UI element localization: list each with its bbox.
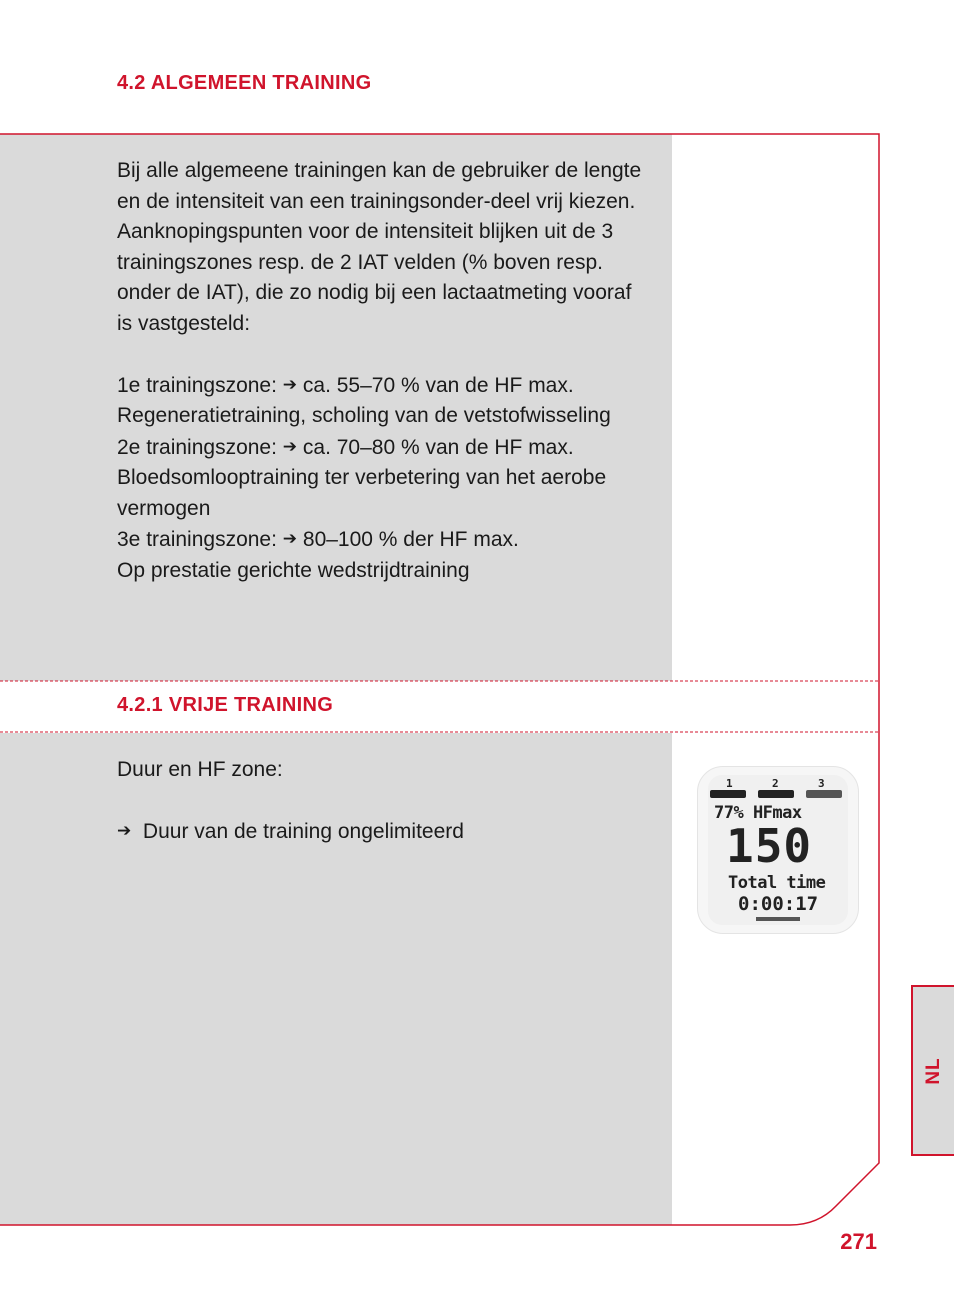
zone-3-label: 3e trainingszone: <box>117 528 277 551</box>
zone-1-description: Regeneratietraining, scholing van de vetstofwisseling <box>117 404 611 427</box>
watch-lcd <box>708 775 848 925</box>
watch-zone-1-bar <box>710 790 746 798</box>
zone-2-label: 2e trainingszone: <box>117 435 277 459</box>
zone-1-label: 1e trainingszone: <box>117 373 277 397</box>
watch-hr-percentage: 77% HFmax <box>714 803 802 823</box>
watch-total-value: 0:00:17 <box>738 893 819 915</box>
watch-logo-mark <box>756 917 800 921</box>
watch-big-value: 150 <box>726 819 813 873</box>
subsection-title: 4.2.1 VRIJE TRAINING <box>117 694 334 716</box>
watch-total-label: Total time <box>728 873 826 893</box>
watch-zone-1-number: 1 <box>726 777 733 790</box>
watch-display-image <box>697 766 859 934</box>
section-intro: Bij alle algemeene trainingen kan de gebruiker de lengte en de intensiteit van een trainingsonder-deel vrij kiezen. Aanknopingspunten voor de intensiteit blijken uit de 3 trainingszones resp. de 2 IAT velden (% boven resp. onder de IAT), die zo nodig bij een lactaatmeting vooraf is vastgesteld: <box>117 159 642 335</box>
zone-2-description: Bloedsomlooptraining ter verbetering van het aerobe vermogen <box>117 466 607 520</box>
arrow-right-icon: ➔ <box>282 436 298 456</box>
subsection-bullet <box>117 816 647 848</box>
page-number: 271 <box>840 1229 877 1254</box>
subsection-intro: Duur en HF zone: <box>117 758 283 781</box>
zone-2-range: ca. 70–80 % van de HF max. <box>302 435 574 459</box>
arrow-right-icon: ➔ <box>282 374 298 394</box>
zone-1-line <box>117 370 647 402</box>
language-tab <box>911 985 954 1156</box>
subsection-bullet-text: Duur van de training ongelimiteerd <box>142 820 464 843</box>
arrow-right-icon: ➔ <box>282 529 298 548</box>
zone-3-description: Op prestatie gerichte wedstrijdtraining <box>117 558 470 582</box>
watch-zone-3-bar <box>806 790 842 798</box>
watch-zone-3-number: 3 <box>818 777 825 790</box>
zone-2-line <box>117 432 647 464</box>
watch-zone-indicators <box>708 777 848 799</box>
zone-3-line <box>117 524 647 556</box>
watch-zone-2-number: 2 <box>772 777 779 790</box>
section-title: 4.2 ALGEMEEN TRAINING <box>117 72 372 94</box>
subsection-body <box>117 755 647 848</box>
arrow-right-icon: ➔ <box>117 821 132 840</box>
language-tab-label: NL <box>922 1056 944 1085</box>
zone-3-range: 80–100 % der HF max. <box>302 528 519 551</box>
zone-1-range: ca. 55–70 % van de HF max. <box>302 373 574 397</box>
watch-zone-2-bar <box>758 790 794 798</box>
section-body <box>117 156 647 586</box>
